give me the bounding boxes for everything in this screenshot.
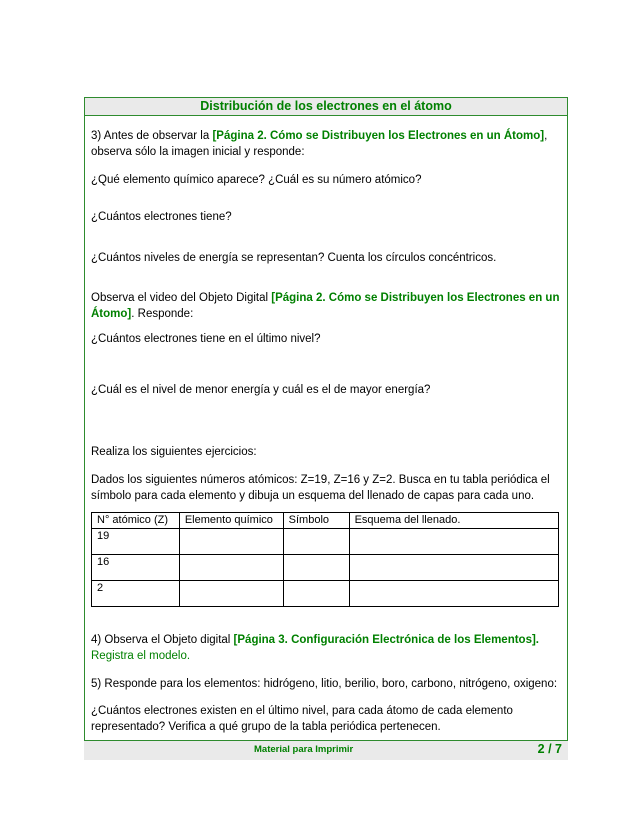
table-cell[interactable] xyxy=(349,529,558,555)
section-title: Distribución de los electrones en el átomo xyxy=(85,98,567,116)
table-cell[interactable] xyxy=(283,581,349,607)
table-header-row xyxy=(92,513,559,529)
video-intro-line2: Átomo]. Responde: xyxy=(91,308,194,320)
video-question-2: ¿Cuál es el nivel de menor energía y cuál es el de mayor energía? xyxy=(91,384,431,396)
video-link-end[interactable]: Átomo] xyxy=(91,308,132,320)
table-header: Símbolo xyxy=(283,513,349,529)
footer-label: Material para Imprimir xyxy=(254,744,354,755)
page-footer xyxy=(84,740,568,760)
q5-question: ¿Cuántos electrones existen en el último nivel, para cada átomo de cada elemento xyxy=(91,705,513,717)
table-cell[interactable] xyxy=(283,555,349,581)
q5-question-2: representado? Verifica a qué grupo de la tabla periódica pertenecen. xyxy=(91,721,441,733)
table-cell[interactable] xyxy=(349,555,558,581)
q3-intro: 3) Antes de observar la [Página 2. Cómo se Distribuyen los Electrones en un Átomo], xyxy=(91,130,548,142)
q5-intro: 5) Responde para los elementos: hidrógeno, litio, berilio, boro, carbono, nitrógeno, oxigeno: xyxy=(91,678,558,690)
table-header: Elemento químico xyxy=(179,513,283,529)
video-intro: Observa el video del Objeto Digital [Página 2. Cómo se Distribuyen los Electrones en un xyxy=(91,292,560,304)
page-number: 2 / 7 xyxy=(537,742,562,756)
worksheet-box xyxy=(84,97,568,745)
video-question-1: ¿Cuántos electrones tiene en el último nivel? xyxy=(91,333,321,345)
q3-question-2: ¿Cuántos electrones tiene? xyxy=(91,211,232,223)
q3-link[interactable]: [Página 2. Cómo se Distribuyen los Electrones en un Átomo] xyxy=(212,130,545,142)
table-row xyxy=(92,555,559,581)
exercises-instructions: Dados los siguientes números atómicos: Z=19, Z=16 y Z=2. Busca en tu tabla periódica el xyxy=(91,474,550,486)
table-cell[interactable] xyxy=(179,581,283,607)
table-cell: 19 xyxy=(92,529,180,555)
video-link[interactable]: [Página 2. Cómo se Distribuyen los Electrones en un xyxy=(271,292,560,304)
table-cell: 16 xyxy=(92,555,180,581)
table-cell[interactable] xyxy=(349,581,558,607)
table-row xyxy=(92,529,559,555)
q3-line2: observa sólo la imagen inicial y responde: xyxy=(91,146,305,158)
table-cell[interactable] xyxy=(179,529,283,555)
exercises-instructions-2: símbolo para cada elemento y dibuja un esquema del llenado de capas para cada uno. xyxy=(91,490,535,502)
table-cell[interactable] xyxy=(283,529,349,555)
q4-link[interactable]: [Página 3. Configuración Electrónica de los Elementos]. xyxy=(233,634,539,646)
q4-line2: Registra el modelo. xyxy=(91,650,191,662)
table-cell[interactable] xyxy=(179,555,283,581)
table-header: Esquema del llenado. xyxy=(349,513,558,529)
exercises-heading: Realiza los siguientes ejercicios: xyxy=(91,446,257,458)
q3-question-1: ¿Qué elemento químico aparece? ¿Cuál es su número atómico? xyxy=(91,174,422,186)
table-cell: 2 xyxy=(92,581,180,607)
q4-intro: 4) Observa el Objeto digital [Página 3. Configuración Electrónica de los Elementos]. xyxy=(91,634,539,646)
atomic-number-table xyxy=(91,512,559,607)
table-row xyxy=(92,581,559,607)
table-header: N° atómico (Z) xyxy=(92,513,180,529)
q3-question-3: ¿Cuántos niveles de energía se representan? Cuenta los círculos concéntricos. xyxy=(91,252,497,264)
